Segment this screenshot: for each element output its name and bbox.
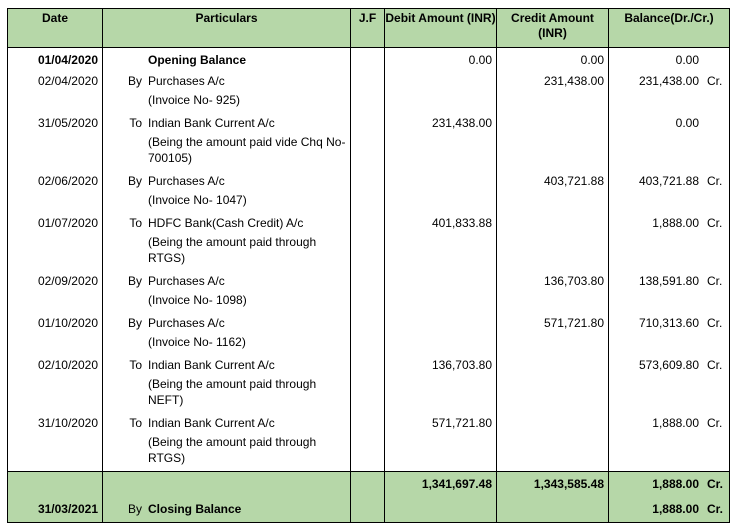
entry-note-row [8,134,730,171]
entry-side: Cr. [707,416,723,430]
entry-row [8,213,730,234]
closing-label: Closing Balance [148,502,242,516]
total-credit: 1,343,585.48 [497,472,609,498]
entry-account: Indian Bank Current A/c [148,416,275,430]
entry-note: (Invoice No- 925) [148,93,241,107]
entry-credit [497,213,609,234]
header-balance: Balance(Dr./Cr.) [609,9,730,48]
entry-prefix: To [129,416,142,430]
opening-row [8,48,730,72]
entry-credit: 403,721.88 [497,171,609,192]
header-row [8,9,730,48]
entry-debit [385,271,497,292]
entry-prefix: By [127,316,142,330]
entry-note: (Invoice No- 1162) [148,335,246,349]
entry-note-row [8,192,730,213]
entry-side: Cr. [707,316,723,330]
entry-credit [497,413,609,434]
entry-side: Cr. [707,216,723,230]
total-balance: 1,888.00 [652,477,699,491]
entry-row [8,171,730,192]
closing-prefix: By [127,502,142,516]
header-debit: Debit Amount (INR) [385,9,497,48]
entry-side: Cr. [707,274,723,288]
entry-date: 02/06/2020 [8,171,103,192]
closing-balance: 1,888.00 [652,502,699,516]
entry-note-row [8,434,730,472]
entry-row [8,113,730,134]
entry-balance: 710,313.60 [638,316,699,330]
closing-date: 31/03/2021 [8,497,103,523]
entry-date: 02/10/2020 [8,355,103,376]
entry-prefix: To [129,216,142,230]
entry-account: Purchases A/c [148,316,225,330]
entry-account: HDFC Bank(Cash Credit) A/c [148,216,304,230]
entry-row [8,413,730,434]
entry-credit: 136,703.80 [497,271,609,292]
entry-date: 31/10/2020 [8,413,103,434]
header-jf: J.F [351,9,385,48]
total-side: Cr. [707,477,724,491]
entry-balance: 1,888.00 [652,416,699,430]
entry-row [8,271,730,292]
entry-balance: 0.00 [675,116,699,130]
entry-row [8,71,730,92]
entry-balance: 138,591.80 [638,274,699,288]
entry-account: Purchases A/c [148,174,225,188]
ledger-table [7,8,730,523]
entry-debit [385,313,497,334]
entry-date: 02/04/2020 [8,71,103,92]
entry-credit [497,355,609,376]
entry-credit: 231,438.00 [497,71,609,92]
entry-note-row [8,234,730,271]
entry-prefix: By [127,274,142,288]
header-particulars: Particulars [103,9,351,48]
entry-debit: 136,703.80 [385,355,497,376]
totals-row [8,472,730,498]
entry-debit [385,171,497,192]
entry-date: 02/09/2020 [8,271,103,292]
entry-note-row [8,292,730,313]
entry-side [699,113,729,134]
entry-balance: 403,721.88 [638,174,699,188]
entry-prefix: By [127,174,142,188]
opening-debit: 0.00 [385,48,497,72]
total-debit: 1,341,697.48 [385,472,497,498]
closing-row [8,497,730,523]
entry-prefix: To [129,358,142,372]
entry-note: (Being the amount paid through RTGS) [148,435,317,465]
entry-balance: 231,438.00 [638,74,699,88]
entry-date: 31/05/2020 [8,113,103,134]
entry-note: (Invoice No- 1047) [148,193,247,207]
entry-debit: 231,438.00 [385,113,497,134]
entry-note: (Invoice No- 1098) [148,293,247,307]
entry-note-row [8,376,730,413]
entry-credit [497,113,609,134]
entry-row [8,313,730,334]
entry-debit [385,71,497,92]
entry-date: 01/07/2020 [8,213,103,234]
entry-note-row [8,334,730,355]
entry-date: 01/10/2020 [8,313,103,334]
entry-account: Indian Bank Current A/c [148,116,275,130]
entry-account: Indian Bank Current A/c [148,358,275,372]
entry-account: Purchases A/c [148,274,225,288]
opening-label: Opening Balance [148,53,247,67]
entry-debit: 401,833.88 [385,213,497,234]
entry-prefix: To [129,116,142,130]
entry-note: (Being the amount paid vide Chq No- 700105) [148,135,346,165]
entry-side: Cr. [707,74,723,88]
entry-balance: 573,609.80 [638,358,699,372]
opening-date: 01/04/2020 [8,48,103,72]
header-date: Date [8,9,103,48]
entry-side: Cr. [707,174,723,188]
entry-row [8,355,730,376]
entry-credit: 571,721.80 [497,313,609,334]
header-credit: Credit Amount (INR) [497,9,609,48]
entry-balance: 1,888.00 [652,216,699,230]
opening-credit: 0.00 [497,48,609,72]
entry-note: (Being the amount paid through NEFT) [148,377,317,407]
entry-side: Cr. [707,358,723,372]
opening-balance: 0.00 [675,53,699,67]
entry-debit: 571,721.80 [385,413,497,434]
entry-note: (Being the amount paid through RTGS) [148,235,317,265]
closing-side: Cr. [707,502,724,516]
entry-note-row [8,92,730,113]
entry-account: Purchases A/c [148,74,225,88]
entry-prefix: By [127,74,142,88]
